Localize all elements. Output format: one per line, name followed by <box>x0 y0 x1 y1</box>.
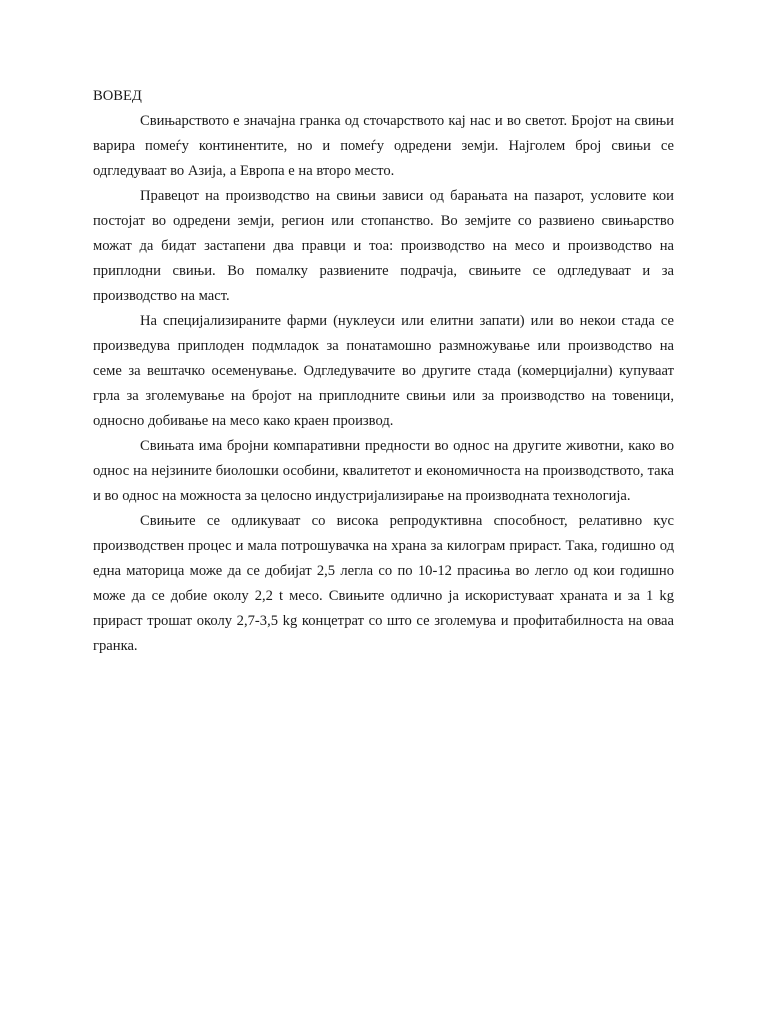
paragraph-2: Правецот на производство на свињи зависи од барањата на пазарот, условите кои постојат во одредени земји, регион или стопанство. Во земјите со развиено свињарство можат да бидат застапени два правци и тоа: производство на месо и производство на приплодни свињи. Во помалку развиените подрачја, свињите се одгледуваат и за производство на маст. <box>93 188 674 304</box>
paragraph-3: На специјализираните фарми (нуклеуси или елитни запати) или во некои стада се произведува приплоден подмладок за понатамошно размножување или производство на семе за вештачко осеменување. Одгледувачите во другите стада (комерцијални) купуваат грла за зголемување на бројот на приплодните свињи или за производство на товеници, односно добивање на месо како краен производ. <box>93 313 674 429</box>
paragraph-5: Свињите се одликуваат со висока репродуктивна способност, релативно кус производствен процес и мала потрошувачка на храна за килограм прираст. Така, годишно од една маторица може да се добијат 2,5 легла со по 10-12 прасиња во легло од кои годишно може да се добие околу 2,2 t месо. Свињите одлично ја искористуваат храната и за 1 kg прираст трошат околу 2,7-3,5 kg концетрат со што се зголемува и профитабилноста на оваа гранка. <box>93 513 674 654</box>
document-heading: ВОВЕД <box>93 88 142 104</box>
paragraph-4: Свињата има бројни компаративни предности во однос на другите животни, како во однос на нејзините биолошки особини, квалитетот и економичноста на производството, така и во однос на можноста за целосно индустријализирање на производната технологија. <box>93 438 674 504</box>
document-page <box>93 84 674 659</box>
paragraph-1: Свињарството е значајна гранка од сточарството кај нас и во светот. Бројот на свињи варира помеѓу континентите, но и помеѓу одредени земји. Најголем број свињи се одгледуваат во Азија, а Европа е на второ место. <box>93 113 674 179</box>
